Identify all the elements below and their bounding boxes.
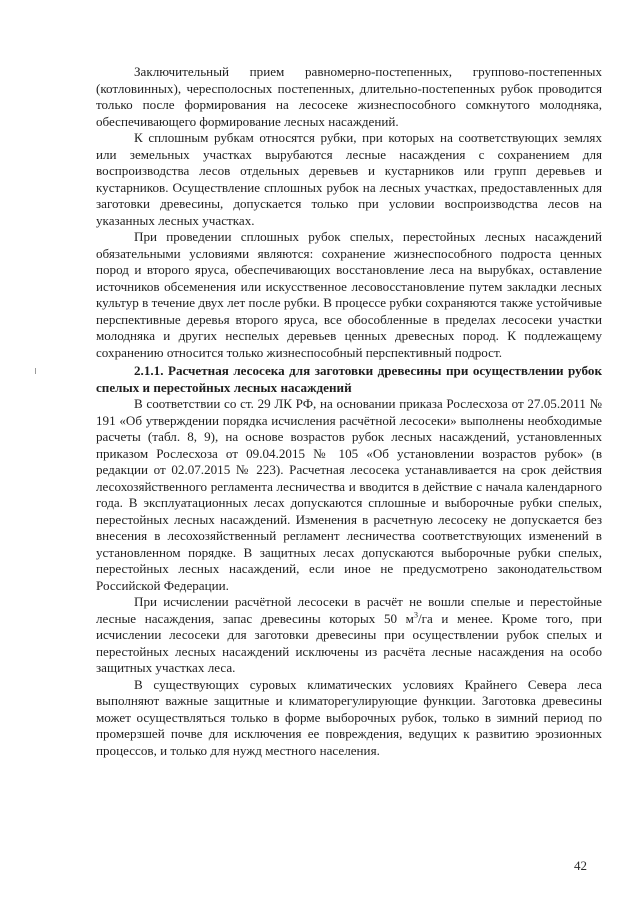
page-number: 42 [574, 858, 587, 873]
section-heading-2-1-1: 2.1.1. Расчетная лесосека для заготовки древесины при осуществлении рубок спелых и перестойных лесных насаждений [96, 363, 602, 395]
text-segment: При исчислении расчётной лесосеки в расчёт не вошли спелые и перестойные лесные насаждения, запас древесины которых 50 м [96, 594, 602, 626]
text-segment: /га и менее. Кроме того, при исчислении лесосеки для заготовки древесины при осуществлении рубок спелых и перестойных лесных насаждений исключены из расчёта лесные насаждения на особо защитных участках леса. [96, 610, 602, 675]
paragraph-clear-cuttings-definition: К сплошным рубкам относятся рубки, при которых на соответствующих землях или земельных участках вырубаются лесные насаждения с сохранением для воспроизводства лесов отдельных деревьев и кустарников или групп деревьев и кустарников. Осуществление сплошных рубок на лесных участках, предоставленных для заготовки древесины, допускается только при условии воспроизводства лесов на указанных лесных участках. [96, 130, 602, 228]
paragraph-final-stage-cuttings: Заключительный прием равномерно-постепенных, группово-постепенных (котловинных), чересполосных постепенных, длительно-постепенных рубок проводится только после формирования на лесосеке жизнеспособного сомкнутого молодняка, обеспечивающего формирование лесных насаждений. [96, 64, 602, 129]
scan-speck [35, 368, 36, 374]
superscript-3: 3 [413, 610, 418, 620]
document-page-body [96, 64, 602, 759]
paragraph-far-north-conditions: В существующих суровых климатических условиях Крайнего Севера леса выполняют важные защитные и климаторегулирующие функции. Заготовка древесины может осуществляться только в форме выборочных рубок, только в зимний период по промерзшей почве для исключения ее повреждения, ведущих к развитию эрозионных процессов, и только для нужд местного населения. [96, 676, 602, 758]
paragraph-clear-cuttings-conditions: При проведении сплошных рубок спелых, перестойных лесных насаждений обязательными условиями являются: сохранение жизнеспособного подроста ценных пород и второго яруса, обеспечивающих восстановление леса на вырубках, оставление источников обсеменения или искусственное лесовосстановление путем закладки лесных культур в течение двух лет после рубки. В процессе рубки сохраняются также устойчивые перспективные деревья второго яруса, все обособленные в пределах лесосеки участки молодняка и других неспелых деревьев ценных древесных пород. К подлежащему сохранению относится только жизнеспособный перспективный подрост. [96, 229, 602, 360]
paragraph-allowable-cut-exclusions [96, 594, 602, 677]
paragraph-allowable-cut-basis: В соответствии со ст. 29 ЛК РФ, на основании приказа Рослесхоза от 27.05.2011 № 191 «Об утверждении порядка исчисления расчётной лесосеки» выполнены необходимые расчеты (табл. 8, 9), на основе возрастов рубок лесных насаждений, установленных приказом Рослесхоза от 09.04.2015 № 105 «Об установлении возрастов рубок» (в редакции от 02.07.2015 № 223). Расчетная лесосека устанавливается на срок действия лесохозяйственного регламента лесничества и вводится в действие с начала календарного года. В эксплуатационных лесах допускаются сплошные и выборочные рубки спелых, перестойных лесных насаждений. Изменения в расчетную лесосеку не допускается без внесения в лесохозяйственный регламент лесничества соответствующих изменений в установленном порядке. В защитных лесах допускаются выборочные рубки спелых, перестойных лесных насаждений, если иное не предусмотрено законодательством Российской Федерации. [96, 396, 602, 593]
